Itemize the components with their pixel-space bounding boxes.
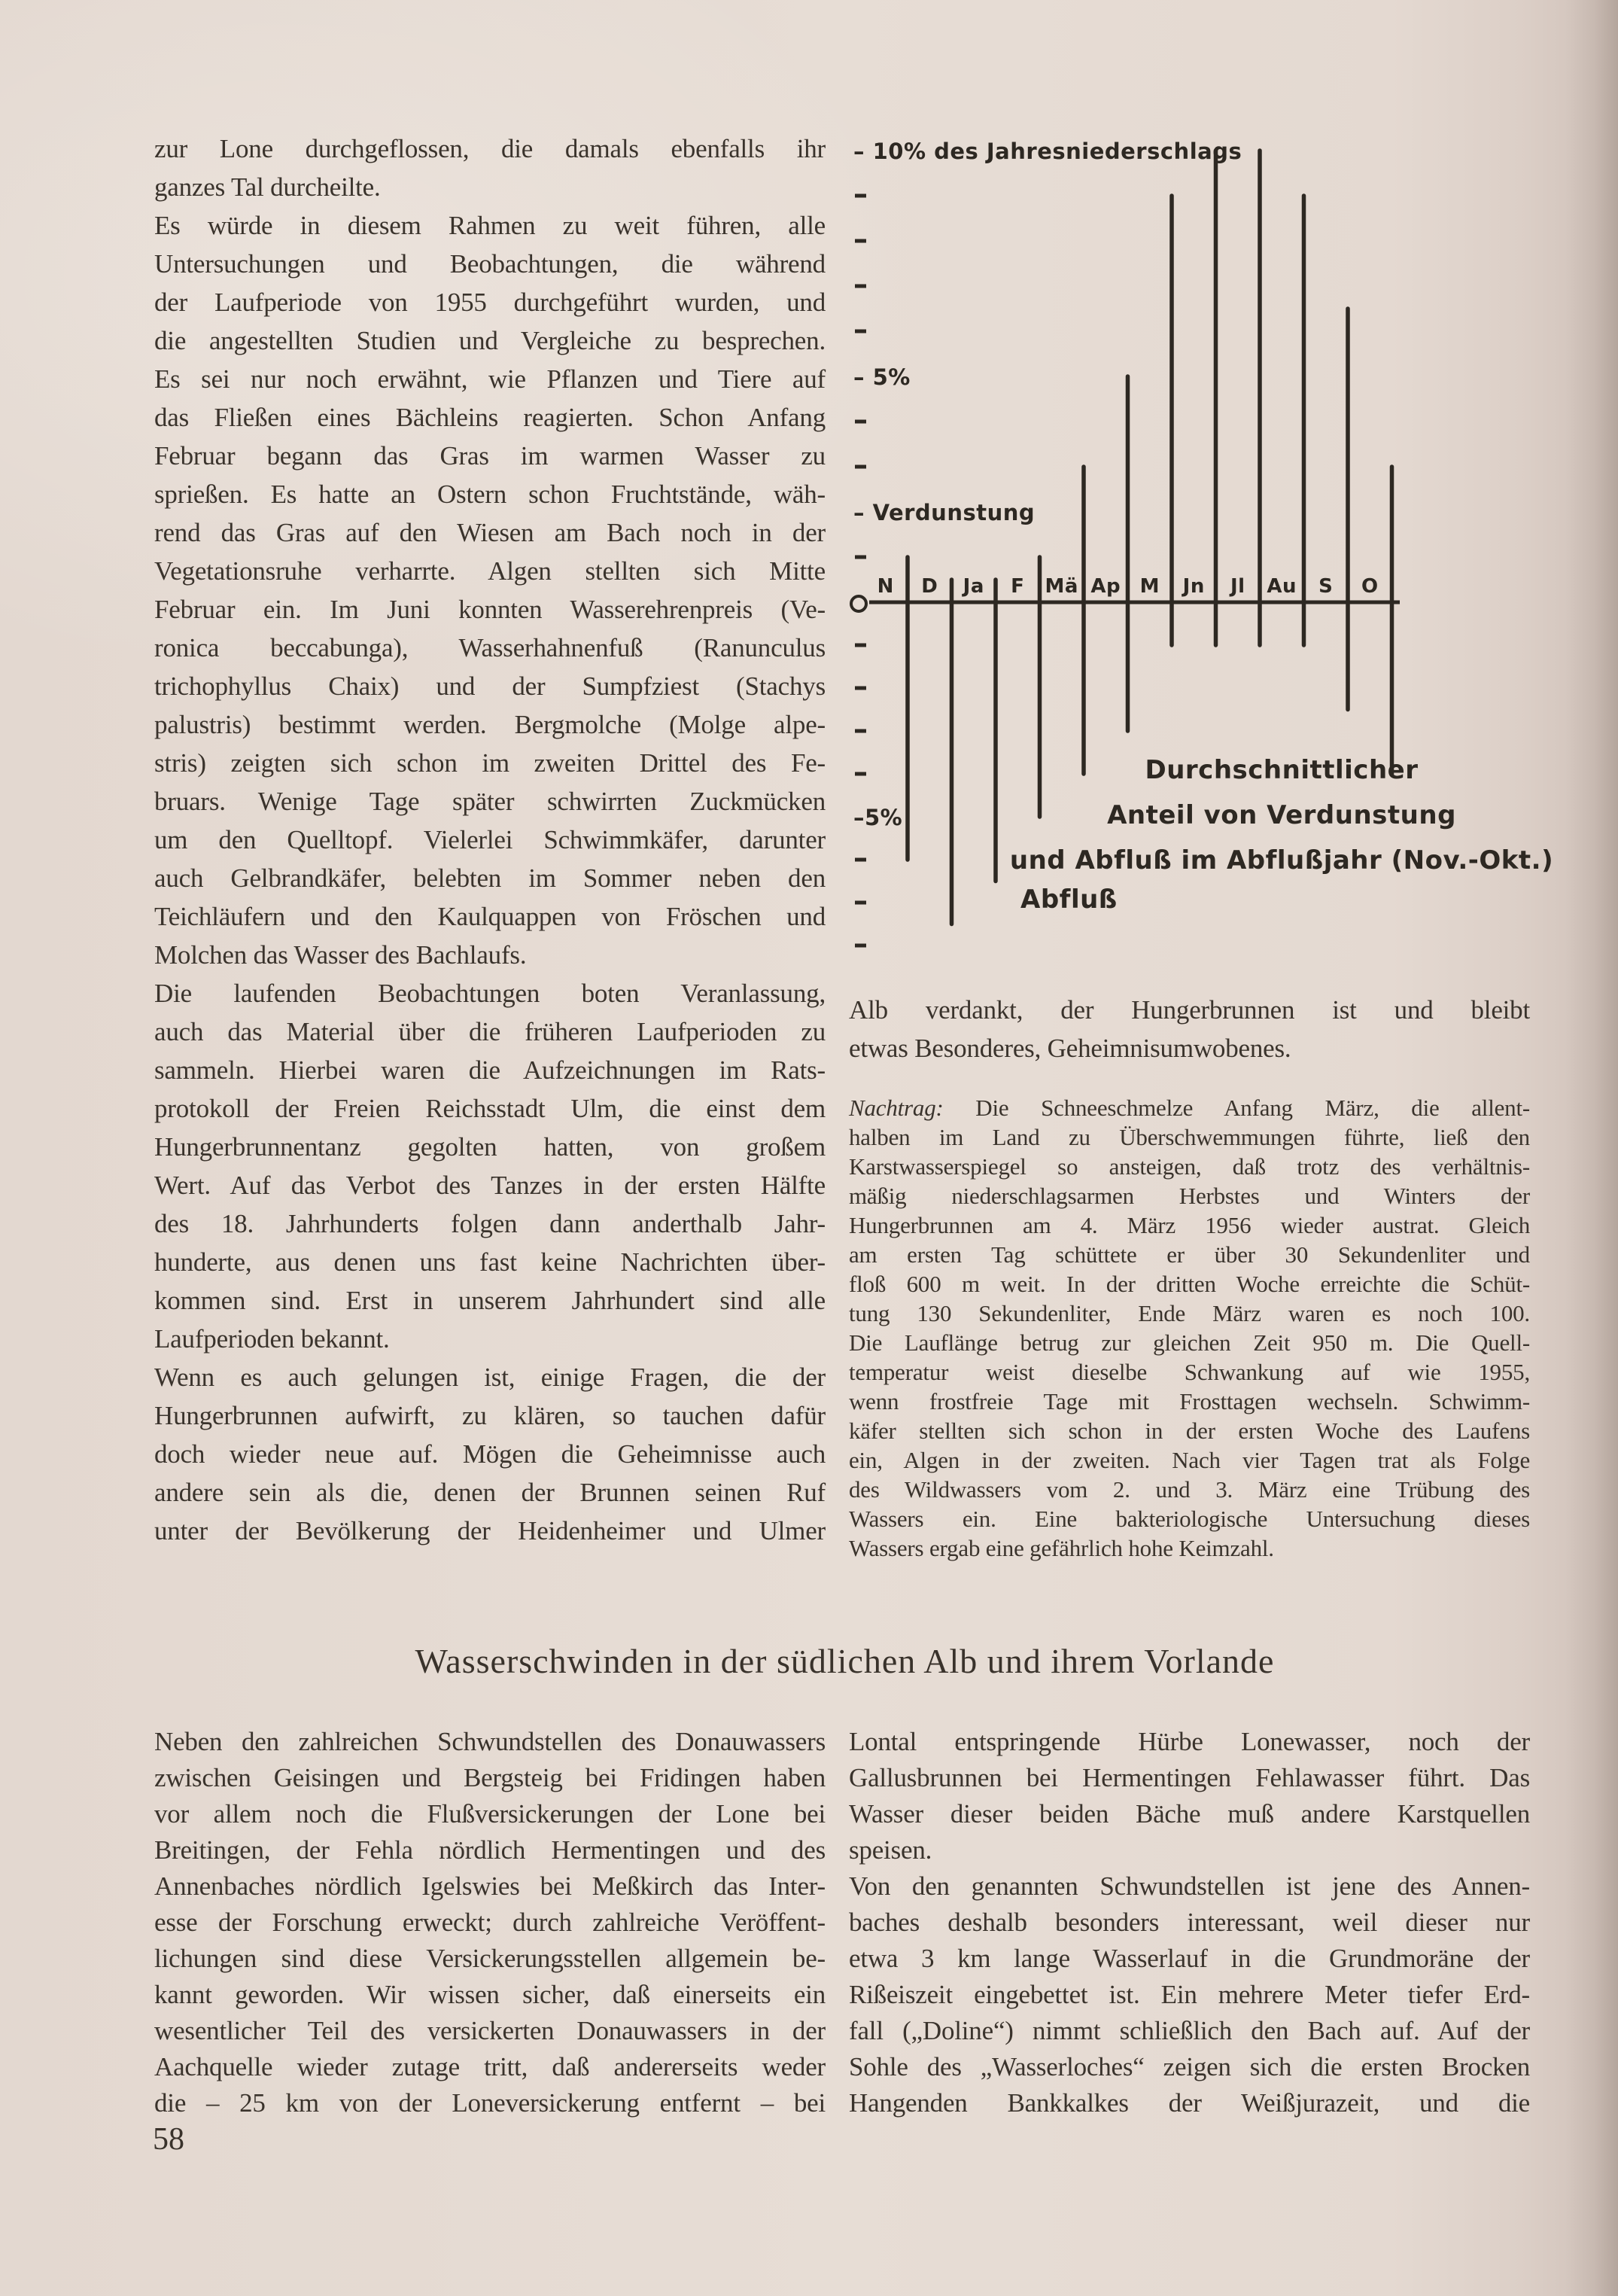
text-line: Wasser dieser beiden Bäche muß andere Karstquellen — [849, 1799, 1530, 1829]
text-line: hunderte, aus denen uns fast keine Nachrichten über- — [154, 1247, 826, 1277]
text-line: Wassers ergab eine gefährlich hohe Keimzahl. — [849, 1535, 1274, 1561]
text-line: protokoll der Freien Reichsstadt Ulm, die einst dem — [154, 1094, 826, 1123]
text-line: ronica beccabunga), Wasserhahnenfuß (Ranunculus — [154, 633, 826, 662]
text-line: sprießen. Es hatte an Ostern schon Fruchtstände, wäh- — [154, 480, 826, 509]
text-line: bruars. Wenige Tage später schwirrten Zuckmücken — [154, 787, 826, 816]
text-line: baches deshalb besonders interessant, weil dieser nur — [849, 1908, 1530, 1937]
italic-lead: Nachtrag: — [849, 1095, 976, 1121]
text-line: Alb verdankt, der Hungerbrunnen ist und bleibt — [849, 995, 1530, 1025]
month-label: F — [1011, 575, 1025, 598]
text-line: des 18. Jahrhunderts folgen dann anderthalb Jahr- — [154, 1209, 826, 1238]
text-line: Lontal entspringende Hürbe Lonewasser, noch der — [849, 1727, 1530, 1756]
text-line: Rißeiszeit eingebettet ist. Ein mehrere Meter tiefer Erd- — [849, 1980, 1530, 2009]
text-line: mäßig niederschlagsarmen Herbstes und Winters der — [849, 1183, 1530, 1209]
text-line: etwa 3 km lange Wasserlauf in die Grundmoräne der — [849, 1944, 1530, 1973]
text-line: fall („Doline“) nimmt schließlich den Bach auf. Auf der — [849, 2016, 1530, 2045]
text-line: Aachquelle wieder zutage tritt, daß andererseits weder — [154, 2052, 826, 2081]
text-line: Februar ein. Im Juni konnten Wasserehrenpreis (Ve- — [154, 595, 826, 624]
text-line: Hungerbrunnentanz gegolten hatten, von großem — [154, 1132, 826, 1162]
left-column — [154, 129, 826, 1550]
text-line: das Fließen eines Bächleins reagierten. Schon Anfang — [154, 403, 826, 432]
abfluss-caption: Abfluß — [1020, 885, 1118, 915]
y-label-neg5pct: –5% — [853, 805, 903, 830]
text-line: des Wildwassers vom 2. und 3. März eine Trübung des — [849, 1476, 1530, 1503]
text-line: Wenn es auch gelungen ist, einige Fragen, die der — [154, 1363, 826, 1392]
text-line: Gallusbrunnen bei Hermentingen Fehlawasser führt. Das — [849, 1763, 1530, 1792]
month-label: N — [877, 575, 894, 598]
text-line: Breitingen, der Fehla nördlich Hermentingen und des — [154, 1835, 826, 1865]
month-label: D — [921, 575, 938, 598]
zero-marker — [851, 596, 866, 611]
text-line: lichungen sind diese Versickerungsstellen allgemein be- — [154, 1944, 826, 1973]
text-line: Wassers ein. Eine bakteriologische Untersuchung dieses — [849, 1506, 1530, 1532]
text-line: Karstwasserspiegel so ansteigen, daß trotz des verhältnis- — [849, 1153, 1530, 1180]
text-line: trichophyllus Chaix) und der Sumpfziest (Stachys — [154, 671, 826, 701]
text-line: vor allem noch die Flußversickerungen der Lone bei — [154, 1799, 826, 1829]
text-line: Neben den zahlreichen Schwundstellen des Donauwassers — [154, 1727, 826, 1756]
text-line: am ersten Tag schüttete er über 30 Sekundenliter und — [849, 1241, 1530, 1268]
seasonal-evaporation-runoff-chart — [841, 113, 1556, 986]
text-line: die – 25 km von der Loneversickerung entfernt – bei — [154, 2088, 826, 2118]
text-line: andere sein als die, denen der Brunnen seinen Ruf — [154, 1478, 826, 1507]
month-label: Ja — [963, 575, 984, 598]
text-line: Die Lauflänge betrug zur gleichen Zeit 950 m. Die Quell- — [849, 1329, 1530, 1356]
text-line: esse der Forschung erweckt; durch zahlreiche Veröffent- — [154, 1908, 826, 1937]
text-line: Annenbaches nördlich Igelswies bei Meßkirch das Inter- — [154, 1871, 826, 1901]
text-line: wenn frostfreie Tage mit Frosttagen wechseln. Schwimm- — [849, 1388, 1530, 1414]
text-line: Von den genannten Schwundstellen ist jene des Annen- — [849, 1871, 1530, 1901]
month-label: Jl — [1230, 575, 1245, 598]
y-label-5pct: – 5% — [853, 364, 911, 390]
text-line: ganzes Tal durcheilte. — [154, 172, 381, 202]
text-line: um den Quelltopf. Vielerlei Schwimmkäfer, darunter — [154, 825, 826, 854]
month-label: Jn — [1182, 575, 1205, 598]
text-line: unter der Bevölkerung der Heidenheimer und Ulmer — [154, 1516, 826, 1545]
text-line: sammeln. Hierbei waren die Aufzeichnungen im Rats- — [154, 1055, 826, 1085]
text-line: der Laufperiode von 1955 durchgeführt wurden, und — [154, 288, 826, 317]
chart-title-line: Durchschnittlicher — [1145, 755, 1419, 785]
text-line: speisen. — [849, 1835, 932, 1865]
text-line: doch wieder neue auf. Mögen die Geheimnisse auch — [154, 1439, 826, 1469]
month-label: Au — [1267, 575, 1297, 598]
text-line: auch Gelbrandkäfer, belebten im Sommer neben den — [154, 863, 826, 893]
text-line: Sohle des „Wasserloches“ zeigen sich die ersten Brocken — [849, 2052, 1530, 2081]
text-line: Nachtrag: Die Schneeschmelze Anfang März, die allent- — [849, 1095, 1531, 1121]
text-line: tung 130 Sekundenliter, Ende März waren es noch 100. — [849, 1300, 1530, 1326]
text-line: auch das Material über die früheren Laufperioden zu — [154, 1017, 826, 1046]
text-line: floß 600 m weit. In der dritten Woche erreichte die Schüt- — [849, 1271, 1530, 1297]
month-label: Mä — [1045, 575, 1078, 598]
text-line: palustris) bestimmt werden. Bergmolche (Molge alpe- — [154, 710, 826, 739]
text-line: wesentlicher Teil des versickerten Donauwassers in der — [154, 2016, 826, 2045]
text-line: rend das Gras auf den Wiesen am Bach noch in der — [154, 518, 826, 547]
right-column-intro — [849, 991, 1530, 1067]
month-label: Ap — [1090, 575, 1121, 598]
text-line: etwas Besonderes, Geheimnisumwobenes. — [849, 1034, 1291, 1063]
month-label: S — [1318, 575, 1334, 598]
text-line: Es sei nur noch erwähnt, wie Pflanzen und Tiere auf — [154, 364, 826, 394]
month-label: M — [1139, 575, 1160, 598]
section-right-column — [849, 1724, 1530, 2121]
text-line: Die laufenden Beobachtungen boten Veranlassung, — [154, 979, 826, 1008]
text-line: kommen sind. Erst in unserem Jahrhundert sind alle — [154, 1286, 826, 1315]
text-line: Molchen das Wasser des Bachlaufs. — [154, 940, 527, 970]
chart-title-line: Anteil von Verdunstung — [1107, 800, 1456, 830]
text-line: Hungerbrunnen aufwirft, zu klären, so tauchen dafür — [154, 1401, 826, 1430]
text-line: Laufperioden bekannt. — [154, 1324, 390, 1354]
text-line: käfer stellten sich schon in der ersten Woche des Laufens — [849, 1417, 1530, 1444]
page-edge-shadow — [1565, 0, 1618, 2296]
text-line: halben im Land zu Überschwemmungen führte, ließ den — [849, 1124, 1530, 1150]
section-left-column — [154, 1724, 826, 2121]
text-line: Untersuchungen und Beobachtungen, die während — [154, 249, 826, 279]
text-line: kannt geworden. Wir wissen sicher, daß einerseits ein — [154, 1980, 826, 2009]
page-number: 58 — [153, 2122, 184, 2157]
y-label-verdunstung: – Verdunstung — [853, 500, 1036, 525]
text-line: Hungerbrunnen am 4. März 1956 wieder austrat. Gleich — [849, 1212, 1530, 1238]
text-line: Vegetationsruhe verharrte. Algen stellten sich Mitte — [154, 556, 826, 586]
section-heading: Wasserschwinden in der südlichen Alb und ihrem Vorlande — [415, 1642, 1275, 1680]
nachtrag-paragraph — [849, 1093, 1530, 1563]
text-line: temperatur weist dieselbe Schwankung auf wie 1955, — [849, 1359, 1530, 1385]
text-line: zwischen Geisingen und Bergsteig bei Fridingen haben — [154, 1763, 826, 1792]
text-line: zur Lone durchgeflossen, die damals ebenfalls ihr — [154, 134, 826, 163]
month-label: O — [1361, 575, 1379, 598]
text-line: Februar begann das Gras im warmen Wasser zu — [154, 441, 826, 470]
text-line: Wert. Auf das Verbot des Tanzes in der ersten Hälfte — [154, 1171, 826, 1200]
chart-title-line: und Abfluß im Abflußjahr (Nov.-Okt.) — [1009, 845, 1554, 875]
text-line: Hangenden Bankkalkes der Weißjurazeit, und die — [849, 2088, 1530, 2118]
text-line: ein, Algen in der zweiten. Nach vier Tagen trat als Folge — [849, 1447, 1530, 1473]
y-label-10pct: – 10% des Jahresniederschlags — [853, 139, 1242, 164]
text-line: stris) zeigten sich schon im zweiten Drittel des Fe- — [154, 748, 826, 778]
text-line: Teichläufern und den Kaulquappen von Fröschen und — [154, 902, 826, 931]
text-line: Es würde in diesem Rahmen zu weit führen, alle — [154, 211, 826, 240]
text-line: die angestellten Studien und Vergleiche zu besprechen. — [154, 326, 826, 355]
